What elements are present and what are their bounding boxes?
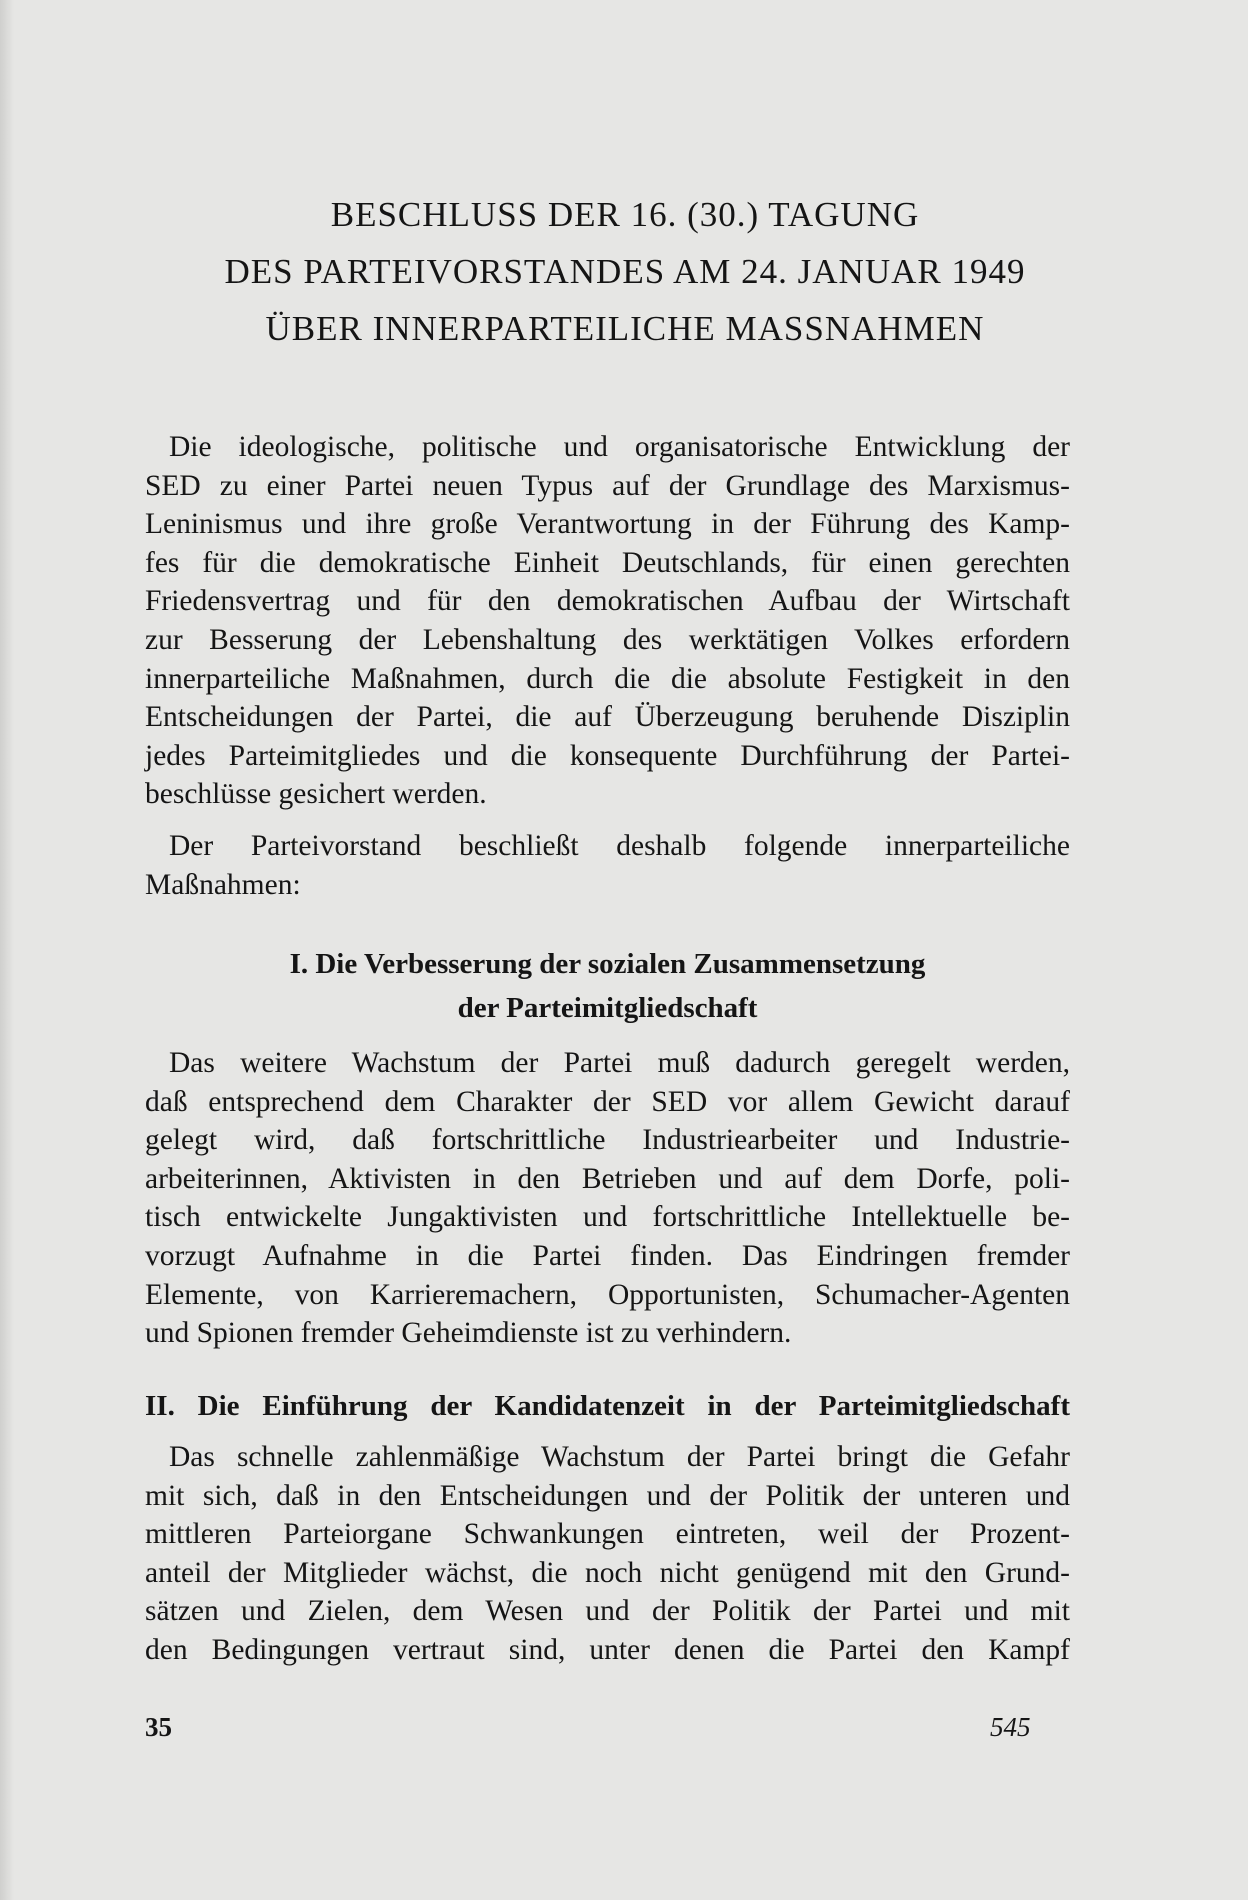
page-number: 545 xyxy=(990,1712,1031,1742)
text-line: SED zu einer Partei neuen Typus auf der Grundlage des Marxismus- xyxy=(145,469,1070,502)
heading-line: der Parteimitgliedschaft xyxy=(457,992,758,1024)
text-line: Entscheidungen der Partei, die auf Überzeugung beruhende Disziplin xyxy=(145,701,1070,734)
text-line: innerparteiliche Maßnahmen, durch die die absolute Festigkeit in den xyxy=(145,662,1070,695)
text-line: daß entsprechend dem Charakter der SED vor allem Gewicht darauf xyxy=(145,1085,1070,1118)
text-line: Der Parteivorstand beschließt deshalb folgende innerparteiliche xyxy=(169,830,1070,862)
text-line: mittleren Parteiorgane Schwankungen eintreten, weil der Prozent- xyxy=(145,1518,1070,1551)
document-title xyxy=(150,186,1100,357)
section-1-paragraph xyxy=(145,1044,1070,1353)
section-2-heading xyxy=(145,1384,1070,1428)
title-line: DES PARTEIVORSTANDES AM 24. JANUAR 1949 xyxy=(224,252,1026,291)
heading-line: I. Die Verbesserung der sozialen Zusammensetzung xyxy=(289,948,926,980)
text-line: Elemente, von Karrieremachern, Opportunisten, Schumacher-Agenten xyxy=(145,1278,1070,1311)
section-2-paragraph xyxy=(145,1438,1070,1670)
text-line: sätzen und Zielen, dem Wesen und der Politik der Partei und mit xyxy=(145,1595,1070,1628)
signature-number: 35 xyxy=(145,1712,172,1742)
text-line: und Spionen fremder Geheimdienste ist zu verhindern. xyxy=(145,1317,792,1350)
text-line: Die ideologische, politische und organisatorische Entwicklung der xyxy=(169,431,1070,463)
page-edge-shadow xyxy=(0,0,14,1900)
text-line: beschlüsse gesichert werden. xyxy=(145,778,487,811)
heading-line: II. Die Einführung der Kandidatenzeit in der Parteimitgliedschaft xyxy=(145,1390,1070,1422)
text-line: Das schnelle zahlenmäßige Wachstum der Partei bringt die Gefahr xyxy=(169,1441,1070,1473)
text-line: arbeiterinnen, Aktivisten in den Betrieben und auf dem Dorfe, poli- xyxy=(145,1162,1070,1195)
text-line: jedes Parteimitgliedes und die konsequente Durchführung der Partei- xyxy=(145,739,1070,772)
text-line: gelegt wird, daß fortschrittliche Industriearbeiter und Industrie- xyxy=(145,1124,1070,1157)
text-line: Maßnahmen: xyxy=(145,868,301,901)
text-line: den Bedingungen vertraut sind, unter denen die Partei den Kampf xyxy=(145,1633,1070,1666)
title-line: BESCHLUSS DER 16. (30.) TAGUNG xyxy=(330,195,920,234)
title-line: ÜBER INNERPARTEILICHE MASSNAHMEN xyxy=(265,309,985,348)
text-line: mit sich, daß in den Entscheidungen und der Politik der unteren und xyxy=(145,1479,1070,1512)
text-line: anteil der Mitglieder wächst, die noch nicht genügend mit den Grund- xyxy=(145,1556,1070,1589)
text-line: fes für die demokratische Einheit Deutschlands, für einen gerechten xyxy=(145,546,1070,579)
section-1-heading xyxy=(145,942,1070,1030)
text-line: tisch entwickelte Jungaktivisten und fortschrittliche Intellektuelle be- xyxy=(145,1201,1070,1234)
intro-paragraph xyxy=(145,428,1070,814)
text-line: Friedensvertrag und für den demokratischen Aufbau der Wirtschaft xyxy=(145,585,1070,618)
text-line: Das weitere Wachstum der Partei muß dadurch geregelt werden, xyxy=(169,1047,1070,1079)
text-line: Leninismus und ihre große Verantwortung in der Führung des Kamp- xyxy=(145,508,1070,541)
text-line: zur Besserung der Lebenshaltung des werktätigen Volkes erfordern xyxy=(145,623,1070,656)
text-line: vorzugt Aufnahme in die Partei finden. Das Eindringen fremder xyxy=(145,1239,1070,1272)
intro-paragraph-2 xyxy=(145,827,1070,904)
